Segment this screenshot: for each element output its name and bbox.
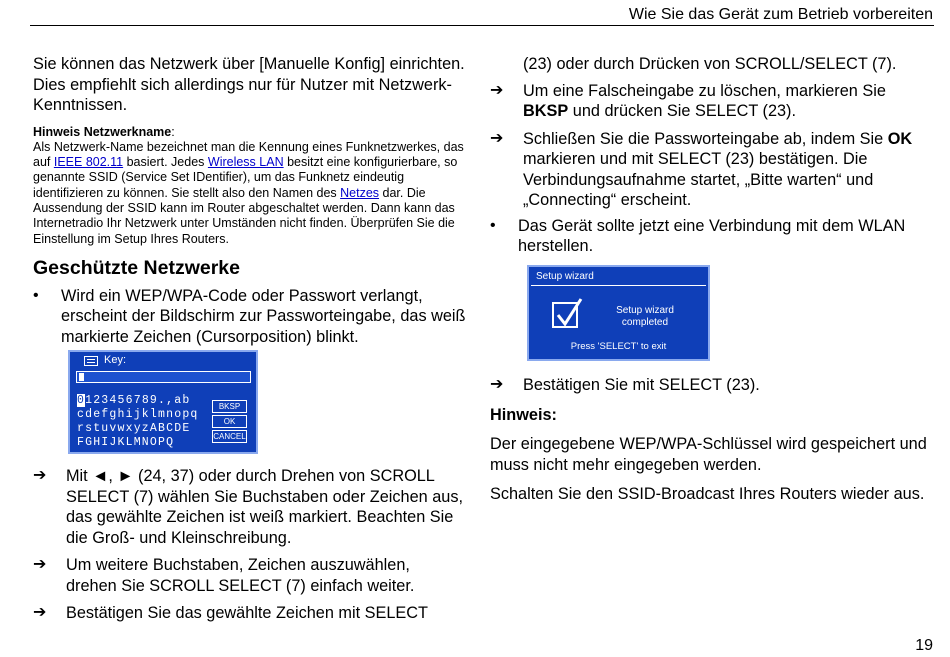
- wizard-title: Setup wizard: [536, 271, 594, 282]
- keyboard-row-1: [77, 394, 190, 407]
- arrow-text: Bestätigen Sie das gewählte Zeichen mit SELECT: [66, 604, 428, 622]
- continued-text: (23) oder durch Drücken von SCROLL/SELECT (7).: [523, 55, 897, 73]
- arrow-item-delete: [490, 81, 935, 122]
- hint-text-4: dar. Die Aussendung der SSID kann im Router abgeschaltet werden. Dann kann das Internetradio Ihr Netzwerk unter Umständen nicht finden. Überprüfen Sie die Einstellung im Setup Ihres Routers.: [33, 185, 455, 246]
- key-input-field[interactable]: [76, 371, 251, 383]
- note-paragraph-2: Schalten Sie den SSID-Broadcast Ihres Routers wieder aus.: [490, 485, 925, 503]
- arrow-item-confirm-char: [33, 603, 463, 624]
- arrow-item-finish: [490, 129, 935, 211]
- arrow-text: Schließen Sie die Passworteingabe ab, indem Sie OK markieren und mit SELECT (23) bestätigen. Die Verbindungsaufnahme startet, „Bitte warten“ und „Connecting“ erscheint.: [523, 129, 913, 209]
- right-lower: [490, 375, 935, 505]
- netzes-link[interactable]: Netzes: [340, 185, 380, 200]
- left-column: [33, 54, 471, 347]
- bksp-button[interactable]: BKSP: [212, 400, 247, 413]
- password-entry-screen: [68, 350, 258, 454]
- hint-text-3: besitzt eine konfigurierbare, so genannte SSID (Service Set IDentifier), um das Funknetz eindeutig identifizieren zu können. Sie stellt also den Namen des: [33, 155, 458, 200]
- cancel-button[interactable]: CANCEL: [213, 432, 246, 441]
- keyboard-row-3[interactable]: rstuvwxyzABCDE: [77, 422, 191, 435]
- keyboard-row-2[interactable]: cdefghijklmnopq: [77, 408, 199, 421]
- arrow-text: Um weitere Buchstaben, Zeichen auszuwählen, drehen Sie SCROLL SELECT (7) einfach weiter.: [66, 556, 415, 595]
- page-number: 19: [915, 637, 933, 654]
- arrow-marker: ➔: [490, 129, 504, 147]
- keyboard-row-4[interactable]: FGHIJKLMNOPQ: [77, 436, 175, 449]
- network-name-hint: [33, 125, 471, 247]
- selected-character[interactable]: 0: [77, 394, 86, 407]
- checkmark-icon: [551, 297, 585, 331]
- hint-text-2: basiert. Jedes: [123, 155, 208, 170]
- key-label: Key:: [104, 354, 127, 366]
- wizard-divider: [531, 285, 706, 286]
- ok-button[interactable]: OK: [212, 415, 247, 428]
- keyboard-row-1-chars[interactable]: 123456789.,ab: [85, 394, 191, 407]
- ieee-link[interactable]: IEEE 802.11: [53, 155, 124, 170]
- section-heading: Geschützte Netzwerke: [33, 256, 240, 279]
- keyboard-icon: [84, 356, 98, 366]
- arrow-marker: ➔: [33, 556, 47, 573]
- bullet-text: Das Gerät sollte jetzt eine Verbindung mit dem WLAN herstellen.: [518, 216, 906, 255]
- arrow-text: Um eine Falscheingabe zu löschen, markieren Sie BKSP und drücken Sie SELECT (23).: [523, 81, 886, 120]
- arrow-marker: ➔: [33, 467, 47, 484]
- bullet-marker: •: [33, 286, 39, 304]
- text-cursor: [79, 373, 84, 381]
- arrow-item-confirm: [490, 375, 935, 396]
- setup-wizard-screen: [527, 265, 710, 361]
- right-column: [490, 54, 935, 257]
- wizard-message: Setup wizard completed: [616, 305, 674, 328]
- arrow-marker: ➔: [490, 376, 504, 393]
- arrow-marker: ➔: [33, 604, 47, 621]
- note-paragraph-1: Der eingegebene WEP/WPA-Schlüssel wird gespeichert und muss nicht mehr eingegeben werden.: [490, 435, 927, 474]
- arrow-item-more-chars: [33, 555, 463, 596]
- note-title: Hinweis:: [490, 405, 557, 424]
- page-header-title: Wie Sie das Gerät zum Betrieb vorbereiten: [628, 6, 933, 23]
- hint-colon: :: [171, 124, 175, 139]
- arrow-item-select-chars: [33, 466, 463, 548]
- left-arrow-list: [33, 466, 463, 624]
- bullet-text: Wird ein WEP/WPA-Code oder Passwort verlangt, erscheint der Bildschirm zur Passworteingabe, das weiß markierte Zeichen (Cursorposition) blinkt.: [61, 286, 466, 346]
- intro-paragraph: Sie können das Netzwerk über [Manuelle Konfig] einrichten. Dies empfiehlt sich allerdings nur für Nutzer mit Netzwerk-Kenntnissen.: [33, 55, 465, 114]
- bullet-item-password: [33, 286, 471, 348]
- hint-text-1: Als Netzwerk-Name bezeichnet man die Kennung eines Funknetzwerkes, das auf: [33, 139, 464, 170]
- wireless-lan-link[interactable]: Wireless LAN: [207, 155, 284, 170]
- arrow-marker: ➔: [490, 81, 504, 99]
- header-divider: [30, 25, 934, 26]
- wizard-footer: Press 'SELECT' to exit: [570, 341, 667, 352]
- hint-title: Hinweis Netzwerkname: [33, 124, 172, 139]
- arrow-text: Mit ◄, ► (24, 37) oder durch Drehen von SCROLL SELECT (7) wählen Sie Buchstaben oder Zeichen aus, das gewählte Zeichen ist weiß markiert. Beachten Sie die Groß- und Kleinschreibung.: [66, 467, 464, 547]
- bullet-marker: •: [490, 216, 496, 234]
- bullet-item-connect: [490, 216, 935, 257]
- arrow-text: Bestätigen Sie mit SELECT (23).: [523, 376, 760, 394]
